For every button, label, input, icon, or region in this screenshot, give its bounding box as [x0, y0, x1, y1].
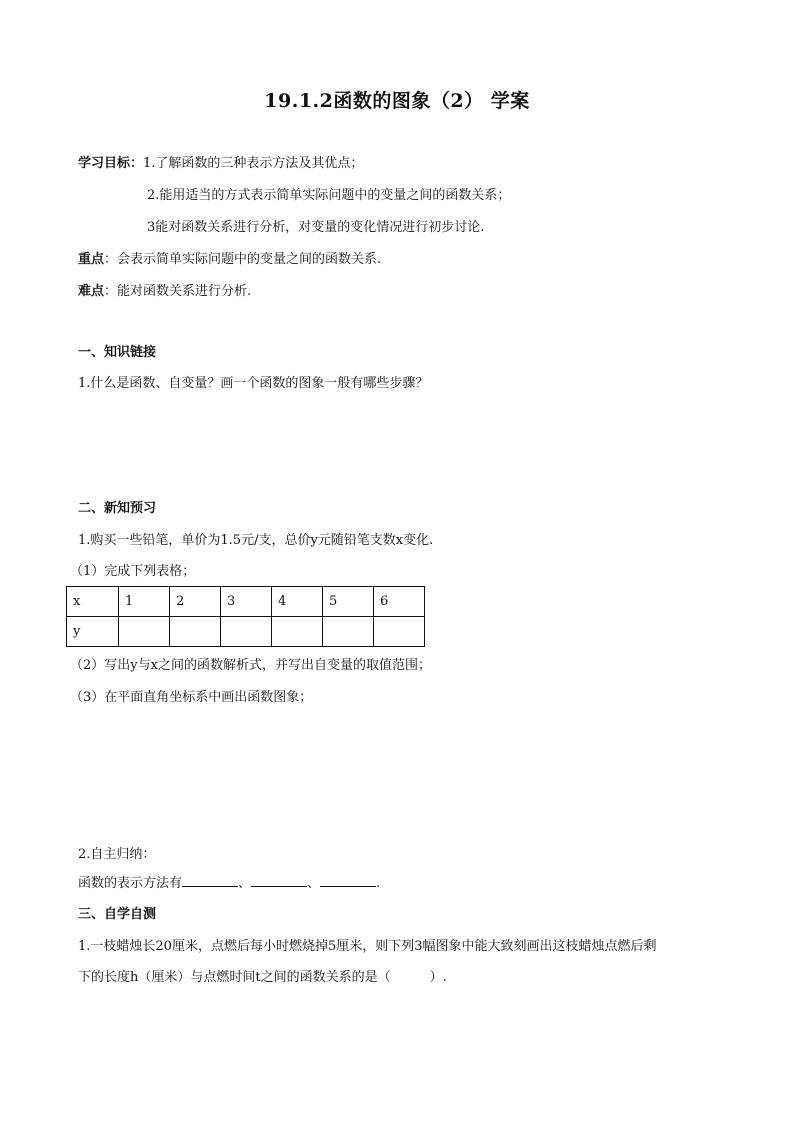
key-point — [78, 250, 381, 270]
objectives-line-1 — [78, 154, 363, 174]
fill-prefix: 函数的表示方法有 — [78, 876, 183, 891]
objective-item: 2.能用适当的方式表示简单实际问题中的变量之间的函数关系； — [147, 188, 511, 203]
table-cell-input[interactable] — [374, 617, 425, 647]
objectives-label: 学习目标 — [78, 156, 131, 171]
subquestion-text: （3）在平面直角坐标系中画出函数图象； — [70, 690, 313, 705]
table-cell-input[interactable] — [221, 617, 272, 647]
objectives-colon: ： — [130, 156, 144, 171]
table-row — [67, 587, 425, 617]
fill-end: . — [376, 876, 381, 891]
table-cell: 3 — [221, 587, 272, 617]
key-point-label: 重点 — [78, 252, 105, 267]
table-cell: 6 — [374, 587, 425, 617]
table-cell: y — [67, 617, 119, 647]
table-cell: 5 — [323, 587, 374, 617]
objective-item: 3能对函数关系进行分析，对变量的变化情况进行初步讨论. — [147, 220, 485, 235]
section-heading-self-test: 三、自学自测 — [78, 907, 157, 922]
table-cell-input[interactable] — [272, 617, 323, 647]
subquestion-text: （2）写出y与x之间的函数解析式，并写出自变量的取值范围； — [70, 658, 431, 673]
fill-separator: 、 — [307, 876, 321, 891]
table-row — [67, 617, 425, 647]
xy-value-table — [66, 586, 425, 647]
table-cell: x — [67, 587, 119, 617]
page-title: 19.1.2函数的图象（2） 学案 — [264, 90, 530, 112]
fill-blank[interactable] — [320, 874, 376, 887]
section-heading-preview: 二、新知预习 — [78, 501, 157, 516]
question-text: 1.购买一些铅笔，单价为1.5元/支，总价y元随铅笔支数x变化. — [78, 533, 434, 548]
table-cell: 4 — [272, 587, 323, 617]
table-cell: 1 — [119, 587, 170, 617]
question-text: 1.一枝蜡烛长20厘米，点燃后每小时燃烧掉5厘米，则下列3幅图象中能大致刻画出这枝蜡烛点燃后剩 — [78, 939, 657, 954]
table-cell-input[interactable] — [119, 617, 170, 647]
table-cell-input[interactable] — [323, 617, 374, 647]
subquestion-text: （1）完成下列表格； — [70, 564, 196, 579]
difficulty-label: 难点 — [78, 284, 105, 299]
fill-in-line — [78, 874, 380, 894]
difficulty-text: ：能对函数关系进行分析. — [104, 284, 252, 299]
fill-blank[interactable] — [182, 874, 238, 887]
objective-item: 1.了解函数的三种表示方法及其优点； — [143, 156, 364, 171]
difficulty — [78, 282, 251, 302]
question-text: 下的长度h（厘米）与点燃时间t之间的函数关系的是（ ）. — [78, 970, 447, 985]
table-cell-input[interactable] — [170, 617, 221, 647]
section-heading-knowledge-link: 一、知识链接 — [78, 345, 157, 360]
key-point-text: ：会表示简单实际问题中的变量之间的函数关系. — [104, 252, 382, 267]
fill-separator: 、 — [238, 876, 252, 891]
question-text: 2.自主归纳： — [78, 847, 156, 862]
question-text: 1.什么是函数、自变量？画一个函数的图象一般有哪些步骤？ — [78, 376, 429, 391]
fill-blank[interactable] — [251, 874, 307, 887]
table-cell: 2 — [170, 587, 221, 617]
